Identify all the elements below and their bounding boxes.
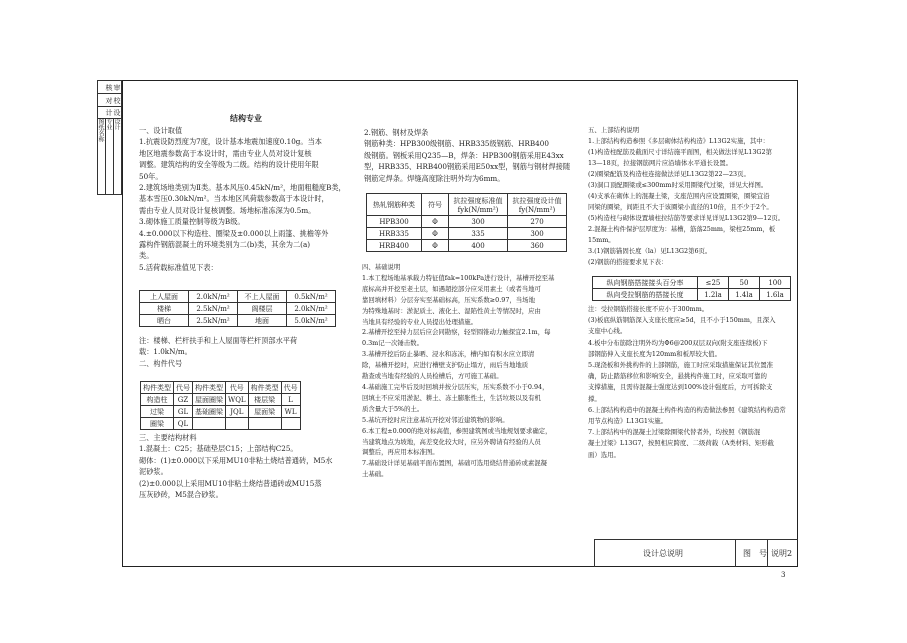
text-line: 型，HRB335、HRB400钢筋采用E50xx型，钢筋与钢材焊接随 xyxy=(364,162,571,172)
table-row: 上人屋面 2.0kN/m² 不上人屋面 0.5kN/m² xyxy=(140,291,336,303)
text-line: 泥砂浆。 xyxy=(139,467,168,477)
text-line: 7.上部结构中的混凝土过梁除圈梁代替者外，均按照《钢筋混 xyxy=(588,428,761,437)
text-line: 支撑措施，且需待混凝土强度达到100%设计强度后，方可拆除支 xyxy=(588,383,773,392)
drawing-name: 设计总说明 xyxy=(643,549,683,558)
text-line: 载：1.0kN/m。 xyxy=(139,347,192,357)
text-line: 2.建筑场地类别为Ⅱ类。基本风压0.45kN/m²，地面粗糙度B类， xyxy=(139,183,346,193)
text-line: 5.活荷载标准值见下表： xyxy=(139,262,218,272)
text-line: 同梁的圈梁，间距且不大于该圈梁小直径的10倍，且不少于2个。 xyxy=(588,203,773,211)
table-row: 纵向受拉钢筋的搭接长度 1.2la 1.4la 1.6la xyxy=(593,289,791,301)
side-column: 专业 xyxy=(105,118,113,194)
steel-strength-table xyxy=(366,193,567,252)
text-line: 除，基槽开挖时，应进行槽壁支护防止塌方，雨后当地地质 xyxy=(362,361,529,370)
side-cell: 审核 xyxy=(98,81,121,94)
text-line: 四、基础说明 xyxy=(362,263,401,271)
text-line: 回填土不应采用淤泥、耕土、冻土膨胀性土，生活垃圾以及有机 xyxy=(362,393,541,402)
table-row: 纵向钢筋搭接接头百分率 ≤25 50 100 xyxy=(593,277,791,289)
right-top xyxy=(588,125,794,268)
text-line: 注：受拉钢筋搭接长度不应小于300mm。 xyxy=(588,305,709,313)
text-line: 底标高并开挖至老土层，如遇超挖部分应采用素土（或者当地可 xyxy=(362,284,541,293)
text-line: 压灰砂砖，M5混合砂浆。 xyxy=(139,490,223,500)
text-line: 7.基础设计详见基础平面布置图，基础可选用烧结普通砖或素混凝 xyxy=(362,459,548,468)
table-row: 热轧钢筋种类 符号 抗拉强度标准值fyk(N/mm²) 抗拉强度设计值fy(N/mm²) xyxy=(367,194,567,216)
right-bottom xyxy=(588,304,794,461)
text-line: 勘查或当地有经验的人员检槽后，方可施工基础。 xyxy=(362,372,503,381)
text-line: 3.(1)钢筋锚固长度（la）见L13G2第6页。 xyxy=(588,247,712,255)
text-line: 需由专业人员对设计复核调整。场地标准冻深为0.5m。 xyxy=(139,205,316,215)
page-title: 结构专业 xyxy=(230,113,262,123)
table-row: 构造柱 GZ 屋面圈梁 WQL 楼层梁 L xyxy=(141,394,301,406)
drawing-number-label: 图 号 xyxy=(743,549,767,558)
text-line: 2.钢筋、钢材及焊条 xyxy=(364,128,429,137)
text-line: (2)钢筋的搭接要求见下表： xyxy=(588,258,668,266)
table-row: 构件类型 代号 构件类型 代号 构件类型 代号 xyxy=(141,382,301,394)
text-line: 靠回填材料）分层夯实至基础标高，压实系数≥0.97，当场地 xyxy=(362,295,535,304)
text-line: 钢筋种类：HPB300级钢筋、HRB335级钢筋、HRB400 xyxy=(364,139,549,149)
left-after-load xyxy=(139,335,349,369)
text-line: 部钢筋伸入支座长度为120mm和板厚较大值。 xyxy=(588,349,721,358)
mid-bottom xyxy=(362,262,578,480)
text-line: 2.基槽开挖至持力层后应会同勘察，轻型圆锥动力触探宜2.1m，每 xyxy=(362,328,551,337)
text-line: 钢筋定焊条。焊缝高度除注明外均为6mm。 xyxy=(364,173,505,183)
text-line: 类。 xyxy=(139,251,154,261)
side-cell: 设计 xyxy=(98,107,121,119)
text-line: 土基础。 xyxy=(362,470,388,479)
text-line: 6.本工程±0.000的绝对标高值，参照建筑图或当地规划要求确定， xyxy=(362,426,552,435)
text-line: 0.3m记一次锤击数。 xyxy=(362,339,423,348)
text-line: 1.混凝土：C25；基础垫层C15；上部结构C25。 xyxy=(139,444,298,454)
text-line: 5.基坑开挖时应注意基坑开挖对邻近建筑物的影响。 xyxy=(362,415,509,424)
text-line: 凝土过梁》L13G7，按照相应跨度、二级荷载（A类材料、矩形截 xyxy=(588,439,774,448)
member-code-table xyxy=(140,381,301,430)
text-line: 基本雪压0.30kN/m²。当本地区风荷载参数高于本设计时， xyxy=(139,194,329,204)
text-line: 砌体：(1)±0.000以下采用MU10非粘土烧结普通砖，M5水 xyxy=(139,455,333,465)
text-line: (1)构造柱配筋及截面尺寸详结施平面图，相关做法详见L13G2第 xyxy=(588,148,772,156)
text-line: 调整。建筑结构的安全等级为二级。结构的设计使用年限 xyxy=(139,160,319,170)
text-line: 4.板中分布筋除注明外均为Φ6@200双层双向(附支座连续板)下 xyxy=(588,338,768,347)
text-line: 5.现浇板和外挑构件的上部钢筋，施工时应采取措施保证其位置准 xyxy=(588,361,774,370)
table-row: 圈梁 QL xyxy=(141,418,301,430)
text-line: 1.抗震设防烈度为7度，设计基本地震加速度0.10g。当本 xyxy=(139,137,322,147)
text-line: 撑。 xyxy=(588,394,601,403)
table-row: 晒台 2.5kN/m² 地面 5.0kN/m² xyxy=(140,315,336,327)
left-bottom xyxy=(139,432,349,500)
page-number: 3 xyxy=(781,571,786,579)
side-cell: 校对 xyxy=(98,94,121,107)
text-line: 3.砌体施工质量控制等级为B级。 xyxy=(139,217,245,227)
text-line: (5)构造柱与砌体设置墙柱拉结筋等要求详见详见L13G2第9—12页。 xyxy=(588,214,785,222)
text-line: (2)±0.000以上采用MU10非粘土烧结普通砖或MU15蒸 xyxy=(139,478,322,488)
text-line: 4.±0.000以下构造柱、圈梁及±0.000以上雨篷、挑檐等外 xyxy=(139,228,329,238)
table-row: HRB335 Φ 335 300 xyxy=(367,228,567,240)
text-line: 三、主要结构材料 xyxy=(139,433,197,442)
text-line: 1.本工程场地基承载力特征值fak=100kPa进行设计，基槽开挖至基 xyxy=(362,273,555,282)
text-line: 五、上部结构说明 xyxy=(588,126,640,134)
text-line: 面）选用。 xyxy=(588,450,620,459)
text-line: 为特殊地基时：淤泥质土、液化土、湿陷性黄土等情况时，应由 xyxy=(362,306,541,315)
text-line: 用节点构造》L13G1实施。 xyxy=(588,417,668,426)
table-row: 楼梯 2.5kN/m² 阁楼层 2.0kN/m² xyxy=(140,303,336,315)
text-line: 注：楼梯、栏杆扶手和上人屋面等栏杆顶部水平荷 xyxy=(139,336,298,345)
text-line: 4.基础施工完毕后及时回填并按分层压实，压实系数不小于0.94， xyxy=(362,382,549,391)
text-line: 支座中心线。 xyxy=(588,327,627,336)
text-line: 地区地震参数高于本设计时，需由专业人员对设计复核 xyxy=(139,148,312,158)
text-line: 质含量大于5%的土。 xyxy=(362,404,424,413)
text-line: 一、设计取值 xyxy=(139,126,183,135)
left-column xyxy=(139,125,349,273)
table-row: HRB400 Φ 400 360 xyxy=(367,240,567,252)
drawing-number: 说明2 xyxy=(771,549,793,558)
text-line: 3.基槽开挖后防止暴晒、浸水和冻冻，槽内如有积水应立即清 xyxy=(362,350,535,359)
text-line: 50年。 xyxy=(139,171,163,181)
text-line: (4)支承在砌体上的混凝土梁，支座范围内应设置圈梁，圈梁宜沿 xyxy=(588,192,770,200)
table-row: 过梁 GL 基础圈梁 JQL 屋面梁 WL xyxy=(141,406,301,418)
text-line: (2)圈梁配筋及构造柱连接做法详见L13G2第22—23页。 xyxy=(588,170,750,178)
text-line: 确，防止踏筋移位和影响安全，悬挑构件施工时，应采取可靠的 xyxy=(588,372,767,381)
text-line: (3)板底纵筋钢筋深入支座长度应≥5d，且不小于150mm，且深入 xyxy=(588,316,776,325)
live-load-table xyxy=(139,290,336,327)
side-column: 图纸名称 xyxy=(97,118,105,194)
text-line: 1.上部结构构造参照《多层砌体结构构造》L13G2实施，其中： xyxy=(588,137,770,145)
text-line: 二、构件代号 xyxy=(139,358,183,368)
text-line: 级钢筋。钢板采用Q235—B，焊条：HPB300钢筋采用E43xx xyxy=(364,150,564,160)
mid-top xyxy=(364,127,576,184)
title-block xyxy=(594,539,798,567)
table-row: HPB300 Φ 300 270 xyxy=(367,216,567,228)
text-line: 2.混凝土构件保护层厚度为：基槽，筋落25mm，梁柱25mm，板15mm。 xyxy=(588,225,776,244)
text-line: 13—18页，拉接钢筋网片应沿墙体水平通长设置。 xyxy=(588,159,733,167)
lap-length-table xyxy=(592,276,791,301)
text-line: 当建筑地点为坡地，高差变化较大时，应另外聘请有经验的人员 xyxy=(362,437,541,446)
text-line: (3)洞口顶配圈梁或≤300mm时采用圈梁代过梁，详见大样图。 xyxy=(588,181,768,189)
side-column: 设计 xyxy=(113,118,121,194)
text-line: 当地具有经验的专业人员提出处理措施。 xyxy=(362,317,478,326)
text-line: 调整后，再应用本标准图。 xyxy=(362,448,439,457)
text-line: 6.上部结构构造中的混凝土构件构造的构造做法参照《建筑结构构造常 xyxy=(588,405,786,414)
text-line: 露构件钢筋混凝土的环境类别为二(b)类，其余为二(a) xyxy=(139,240,311,250)
